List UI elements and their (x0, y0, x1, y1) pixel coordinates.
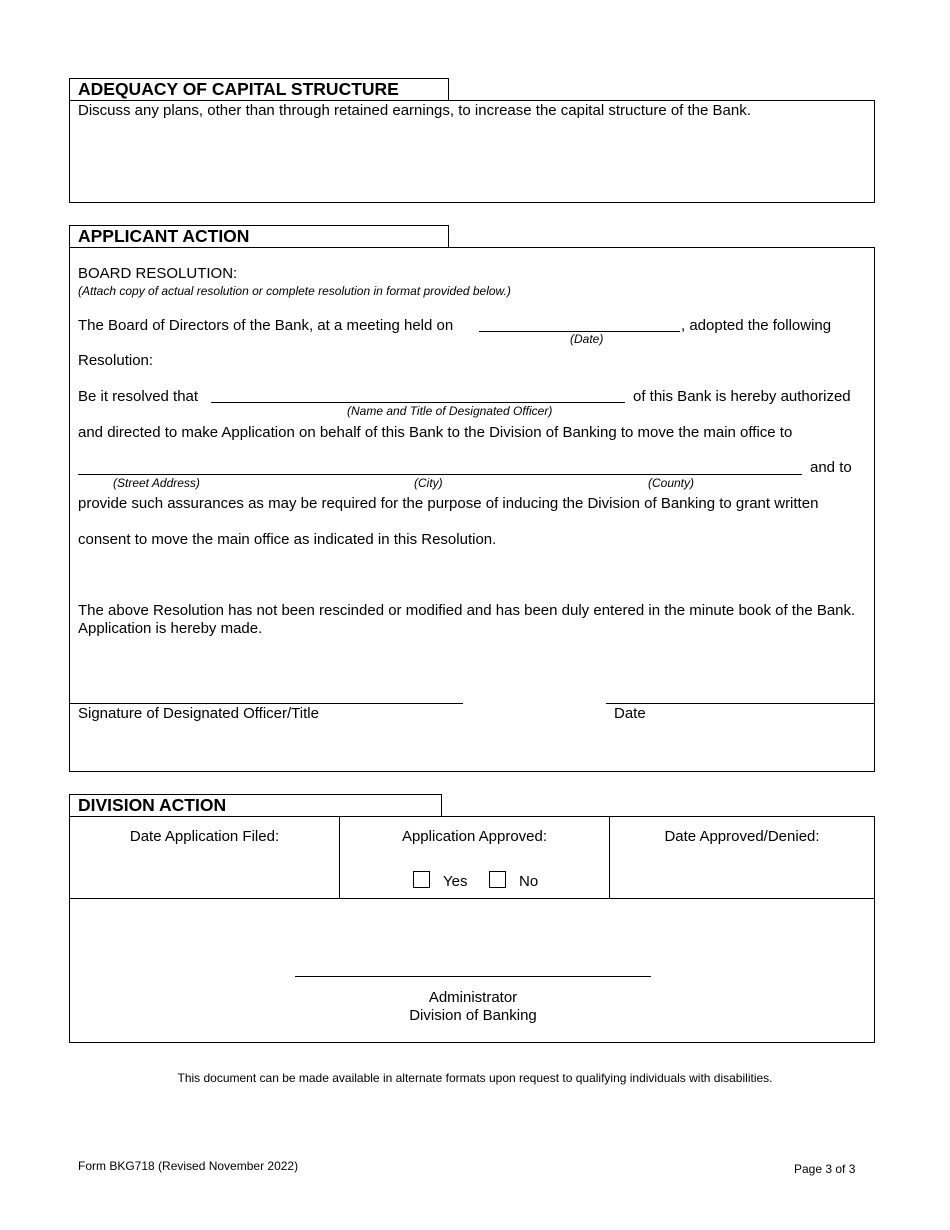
date-caption: (Date) (570, 332, 604, 346)
accessibility-note: This document can be made available in alternate formats upon request to qualifying individuals with disabilities. (177, 1071, 773, 1085)
street-caption: (Street Address) (113, 476, 200, 490)
meeting-text: The Board of Directors of the Bank, at a meeting held on (78, 317, 454, 334)
consent-text: consent to move the main office as indicated in this Resolution. (78, 531, 497, 548)
adopted-text: , adopted the following (681, 317, 832, 334)
board-resolution-label: BOARD RESOLUTION: (78, 265, 238, 282)
capital-response-field[interactable] (72, 123, 872, 199)
authorized-text: of this Bank is hereby authorized (633, 388, 851, 405)
administrator-label: Administrator (428, 989, 518, 1006)
date-approved-field[interactable] (612, 850, 872, 894)
administrator-signature-field[interactable] (295, 976, 651, 977)
division-row-divider (69, 898, 875, 899)
resolution-label: Resolution: (78, 352, 154, 369)
city-caption: (City) (414, 476, 443, 490)
officer-caption: (Name and Title of Designated Officer) (347, 404, 553, 418)
page-number: Page 3 of 3 (794, 1162, 856, 1176)
signature-date-field[interactable] (606, 703, 874, 704)
new-address-field[interactable] (78, 474, 802, 475)
date-filed-label: Date Application Filed: (129, 828, 280, 845)
designated-officer-field[interactable] (211, 402, 625, 403)
form-id: Form BKG718 (Revised November 2022) (78, 1159, 299, 1173)
no-label: No (519, 873, 539, 890)
be-it-resolved-text: Be it resolved that (78, 388, 199, 405)
applicant-section-header: APPLICANT ACTION (69, 225, 449, 248)
assurances-text: provide such assurances as may be required for the purpose of inducing the Division of Banking to grant written (78, 495, 819, 512)
division-section-header: DIVISION ACTION (69, 794, 442, 817)
county-caption: (County) (648, 476, 695, 490)
capital-section-box (69, 100, 875, 203)
signature-label: Signature of Designated Officer/Title (78, 705, 319, 722)
date-approved-label: Date Approved/Denied: (664, 828, 820, 845)
rescinded-text: The above Resolution has not been rescinded or modified and has been duly entered in the minute book of the Bank. Application is hereby made. (78, 602, 856, 637)
capital-prompt: Discuss any plans, other than through retained earnings, to increase the capital structure of the Bank. (78, 102, 751, 119)
no-checkbox[interactable] (489, 871, 506, 888)
directed-text: and directed to make Application on behalf of this Bank to the Division of Banking to move the main office to (78, 424, 793, 441)
signature-date-label: Date (614, 705, 646, 722)
capital-section-header: ADEQUACY OF CAPITAL STRUCTURE (69, 78, 449, 101)
division-of-banking-label: Division of Banking (409, 1007, 537, 1024)
attach-note: (Attach copy of actual resolution or complete resolution in format provided below.) (78, 284, 511, 298)
yes-checkbox[interactable] (413, 871, 430, 888)
date-filed-field[interactable] (72, 850, 336, 894)
and-to-text: and to (810, 459, 852, 476)
approved-label: Application Approved: (401, 828, 548, 845)
signature-field[interactable] (70, 703, 463, 704)
yes-label: Yes (443, 873, 468, 890)
